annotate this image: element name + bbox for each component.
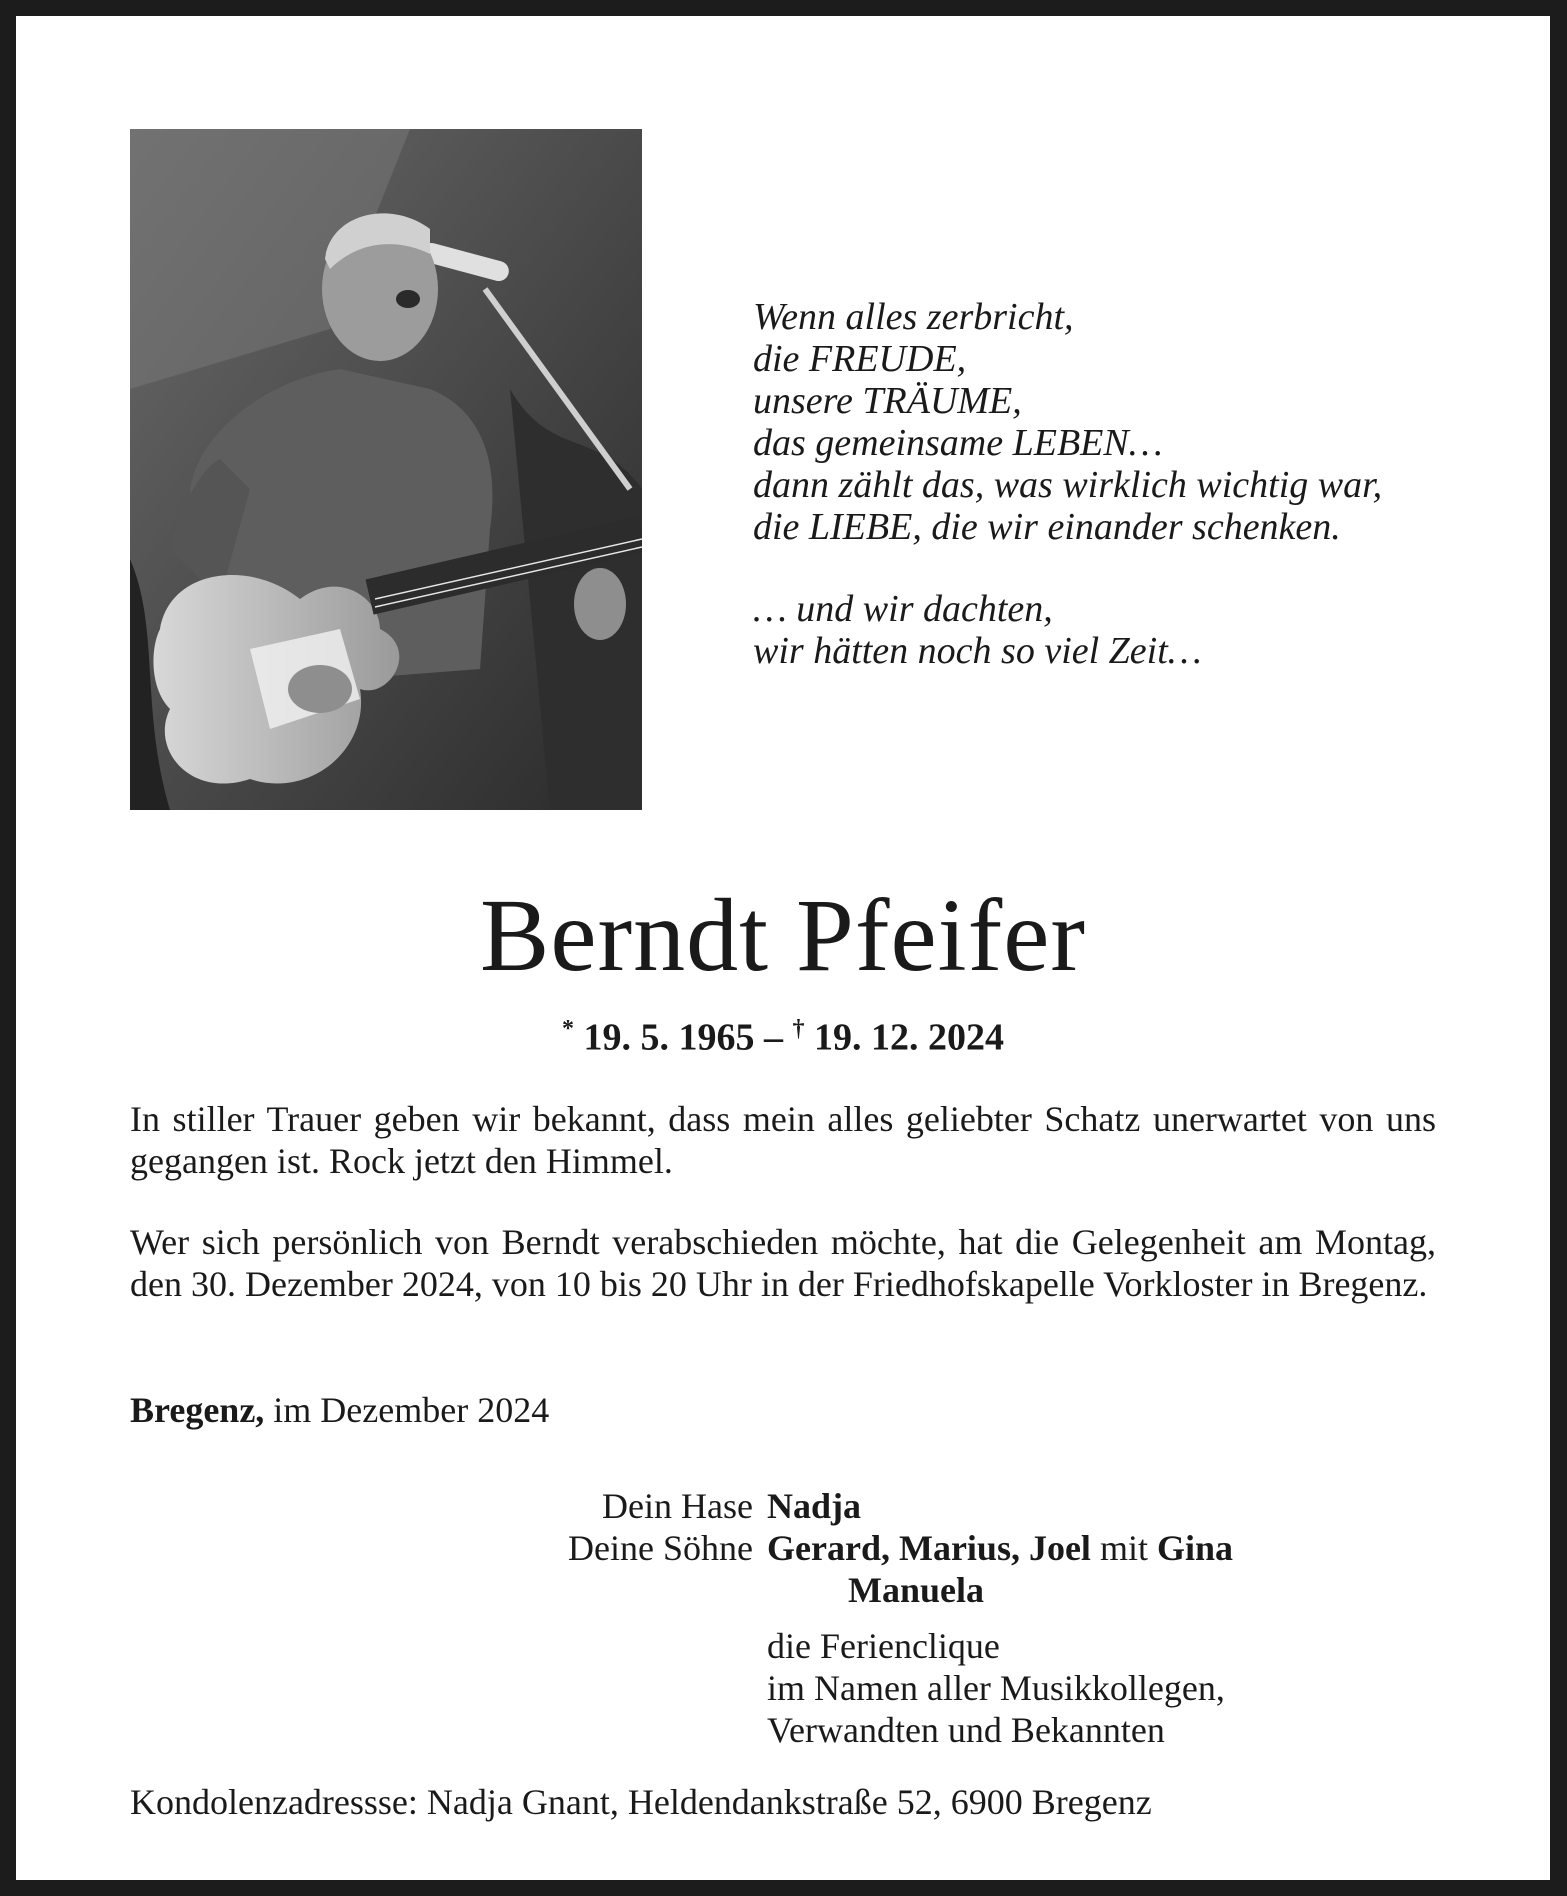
mourner-label: Deine Söhne [568, 1528, 753, 1568]
poem-line: das gemeinsame LEBEN… [753, 422, 1163, 464]
place-date [130, 1389, 549, 1431]
poem-line: … und wir dachten, [753, 588, 1053, 630]
sons-names-line [767, 1527, 1233, 1569]
announcement-paragraph: In stiller Trauer geben wir bekannt, dass mein alles geliebter Schatz unerwartet von uns gegangen ist. Rock jetzt den Himmel. [130, 1099, 1436, 1181]
poem-line: die FREUDE, [753, 338, 967, 380]
musician-photo-icon [130, 129, 642, 810]
obituary-page [16, 16, 1550, 1880]
deceased-name: Berndt Pfeifer [479, 878, 1086, 993]
birth-date: 19. 5. 1965 [583, 1016, 755, 1059]
conjunction: mit [1099, 1528, 1148, 1568]
mourner-row-sons [16, 1527, 1550, 1569]
death-date: 19. 12. 2024 [814, 1016, 1004, 1059]
musician-photo [130, 129, 642, 810]
life-dates [16, 1006, 1550, 1061]
date: im Dezember 2024 [273, 1390, 550, 1430]
mourner-row-partner [16, 1485, 1550, 1527]
poem-line: Wenn alles zerbricht, [753, 296, 1074, 338]
farewell-paragraph: Wer sich persönlich von Berndt verabschieden möchte, hat die Gelegenheit am Montag, den 30. Dezember 2024, von 10 bis 20 Uhr in der Friedhofskapelle Vorkloster in Bregenz. [130, 1222, 1436, 1304]
stanza-gap [753, 548, 1513, 588]
sons-names: Gerard, Marius, Joel [767, 1528, 1091, 1568]
mourner-group: die Ferienclique [767, 1626, 1000, 1666]
place: Bregenz, [130, 1390, 265, 1430]
partner-name: Gina [1156, 1528, 1233, 1568]
date-separator: – [764, 1016, 783, 1059]
birth-symbol: * [562, 1016, 574, 1042]
poem-line: dann zählt das, was wirklich wichtig war, [753, 464, 1383, 506]
poem-line: wir hätten noch so viel Zeit… [753, 630, 1202, 672]
mourner-group: im Namen aller Musikkollegen, [767, 1668, 1225, 1708]
mourner-name: Nadja [767, 1486, 862, 1526]
poem-line: die LIEBE, die wir einander schenken. [753, 506, 1341, 548]
memorial-poem [753, 296, 1513, 672]
mourner-label: Dein Hase [602, 1486, 753, 1526]
mourner-group: Verwandten und Bekannten [767, 1710, 1165, 1750]
mourner-second-line: Manuela [848, 1570, 985, 1610]
condolence-address: Kondolenzadressse: Nadja Gnant, Heldendankstraße 52, 6900 Bregenz [130, 1782, 1152, 1822]
death-symbol: † [792, 1016, 805, 1042]
poem-line: unsere TRÄUME, [753, 380, 1022, 422]
